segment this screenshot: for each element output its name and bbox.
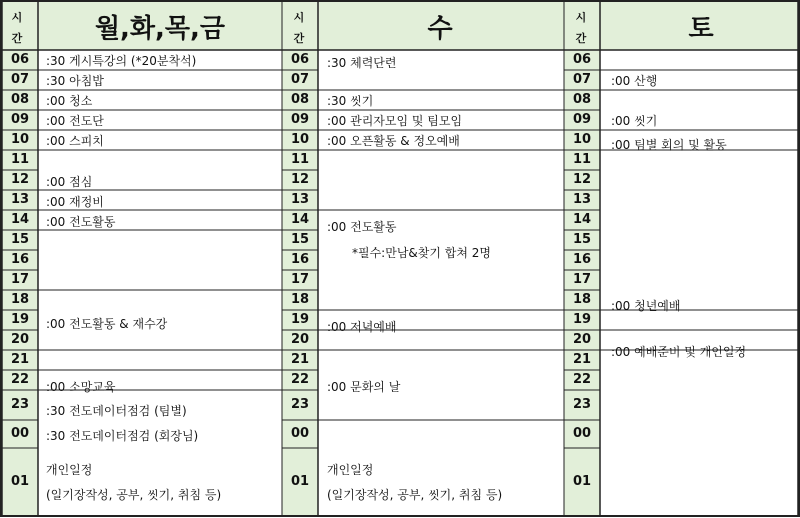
hour-label: 19 bbox=[290, 312, 310, 327]
hour-label: 06 bbox=[572, 52, 592, 67]
hour-label: 00 bbox=[10, 426, 30, 441]
hour-label: 23 bbox=[290, 397, 310, 412]
hour-label: 00 bbox=[290, 426, 310, 441]
time-header-top-3: 시 bbox=[575, 11, 587, 24]
hour-label: 15 bbox=[10, 232, 30, 247]
hour-label: 11 bbox=[290, 152, 310, 167]
hour-label: 13 bbox=[290, 192, 310, 207]
col2-entry-1900: :00 저녁예배 bbox=[327, 320, 397, 334]
col2-entry-personal: 개인일정 bbox=[327, 463, 374, 477]
hour-label: 21 bbox=[290, 352, 310, 367]
hour-label: 22 bbox=[572, 372, 592, 387]
hour-label: 16 bbox=[290, 252, 310, 267]
hour-label: 18 bbox=[10, 292, 30, 307]
col1-entry-2200b: :30 전도데이터점검 (팀별) bbox=[46, 404, 187, 418]
hour-label: 16 bbox=[572, 252, 592, 267]
hour-label: 07 bbox=[10, 72, 30, 87]
hour-label: 10 bbox=[290, 132, 310, 147]
hour-label: 23 bbox=[572, 397, 592, 412]
time-header-bottom: 간 bbox=[11, 32, 23, 45]
col1-entry-0630: :30 게시특강의 (*20분착석) bbox=[46, 54, 197, 68]
col2-entry-2200: :00 문화의 날 bbox=[327, 380, 401, 394]
hour-label: 11 bbox=[10, 152, 30, 167]
hour-label: 20 bbox=[290, 332, 310, 347]
col2-entry-1400: :00 전도활동 bbox=[327, 220, 397, 234]
hour-label: 09 bbox=[10, 112, 30, 127]
hour-label: 19 bbox=[572, 312, 592, 327]
hour-label: 12 bbox=[572, 172, 592, 187]
hour-label: 21 bbox=[10, 352, 30, 367]
hour-label: 17 bbox=[290, 272, 310, 287]
col1-entry-1400: :00 전도활동 bbox=[46, 215, 116, 229]
hour-label: 01 bbox=[10, 473, 30, 489]
hour-label: 13 bbox=[10, 192, 30, 207]
hour-label: 20 bbox=[572, 332, 592, 347]
col2-entry-0630: :30 체력단련 bbox=[327, 56, 397, 70]
col2-entry-0900: :00 관리자모임 및 팀모임 bbox=[327, 114, 463, 128]
hour-label: 01 bbox=[290, 473, 310, 489]
time-header-top-2: 시 bbox=[293, 11, 305, 24]
hour-label: 23 bbox=[10, 397, 30, 412]
col2-title: 수 bbox=[427, 14, 453, 44]
col3-entry-2000: :00 예배준비 및 개인일정 bbox=[611, 345, 747, 359]
hour-label: 08 bbox=[572, 92, 592, 107]
col1-entry-1000: :00 스피치 bbox=[46, 134, 104, 148]
col2-entry-1000: :00 오픈활동 & 정오예배 bbox=[327, 134, 460, 148]
hour-label: 19 bbox=[10, 312, 30, 327]
hour-label: 07 bbox=[290, 72, 310, 87]
hour-label: 01 bbox=[572, 473, 592, 489]
time-header-bottom-2: 간 bbox=[293, 32, 305, 45]
hour-label: 15 bbox=[572, 232, 592, 247]
hour-label: 07 bbox=[572, 72, 592, 87]
col3-entry-1000: :00 팀별 회의 및 활동 bbox=[611, 138, 727, 152]
hour-label: 22 bbox=[290, 372, 310, 387]
col1-title: 월,화,목,금 bbox=[94, 14, 226, 44]
hour-label: 09 bbox=[572, 112, 592, 127]
col1-entry-1900: :00 전도활동 & 재수강 bbox=[46, 317, 168, 331]
hour-label: 09 bbox=[290, 112, 310, 127]
col2-entry-required: *필수:만남&찾기 합쳐 2명 bbox=[352, 246, 491, 260]
time-header-bottom-3: 간 bbox=[575, 32, 587, 45]
col1-entry-1300: :00 재정비 bbox=[46, 195, 104, 209]
col1-entry-personal-detail: (일기장작성, 공부, 씻기, 취침 등) bbox=[46, 488, 222, 502]
col3-entry-0900: :00 씻기 bbox=[611, 114, 658, 128]
hour-label: 06 bbox=[290, 52, 310, 67]
hour-label: 08 bbox=[290, 92, 310, 107]
col2-entry-0830: :30 씻기 bbox=[327, 94, 374, 108]
hour-label: 20 bbox=[10, 332, 30, 347]
col1-entry-1200: :00 점심 bbox=[46, 175, 93, 189]
col3-entry-1800: :00 청년예배 bbox=[611, 299, 681, 313]
hour-label: 00 bbox=[572, 426, 592, 441]
hour-label: 22 bbox=[10, 372, 30, 387]
hour-label: 17 bbox=[10, 272, 30, 287]
hour-label: 16 bbox=[10, 252, 30, 267]
hour-label: 12 bbox=[290, 172, 310, 187]
hour-label: 21 bbox=[572, 352, 592, 367]
hour-label: 15 bbox=[290, 232, 310, 247]
hour-label: 10 bbox=[10, 132, 30, 147]
hour-label: 14 bbox=[572, 212, 592, 227]
hour-label: 17 bbox=[572, 272, 592, 287]
col3-entry-0700: :00 산행 bbox=[611, 74, 658, 88]
col1-entry-2200a: :00 소망교육 bbox=[46, 380, 116, 394]
hour-label: 18 bbox=[572, 292, 592, 307]
col3-title: 토 bbox=[688, 14, 714, 44]
col1-entry-0900: :00 전도단 bbox=[46, 114, 104, 128]
hour-label: 06 bbox=[10, 52, 30, 67]
hour-label: 12 bbox=[10, 172, 30, 187]
col1-entry-personal: 개인일정 bbox=[46, 463, 93, 477]
col2-entry-personal-detail: (일기장작성, 공부, 씻기, 취침 등) bbox=[327, 488, 503, 502]
time-header-top: 시 bbox=[11, 11, 23, 24]
hour-label: 10 bbox=[572, 132, 592, 147]
hour-label: 18 bbox=[290, 292, 310, 307]
hour-label: 11 bbox=[572, 152, 592, 167]
col1-entry-0800: :00 청소 bbox=[46, 94, 93, 108]
hour-label: 08 bbox=[10, 92, 30, 107]
hour-label: 14 bbox=[10, 212, 30, 227]
hour-label: 13 bbox=[572, 192, 592, 207]
col1-entry-2330: :30 전도데이터점검 (회장님) bbox=[46, 429, 199, 443]
col1-entry-0730: :30 아침밥 bbox=[46, 74, 104, 88]
hour-label: 14 bbox=[290, 212, 310, 227]
